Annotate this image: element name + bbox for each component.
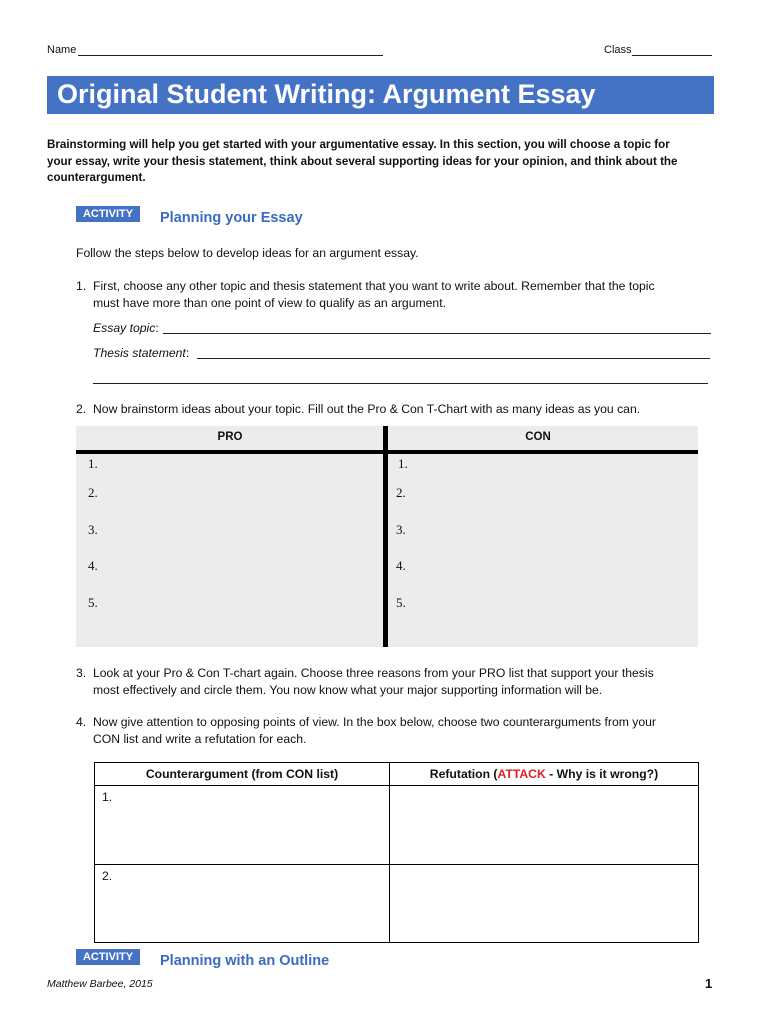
- activity-badge-2: ACTIVITY: [76, 949, 140, 965]
- refutation-header: [390, 763, 699, 786]
- step-3-number: 3.: [76, 666, 87, 680]
- step-4-text: [93, 714, 656, 747]
- section-heading-outline: Planning with an Outline: [160, 953, 330, 969]
- refutation-header-suffix: - Why is it wrong?): [545, 767, 659, 781]
- pro-con-t-chart: [76, 426, 698, 647]
- pro-header: PRO: [217, 431, 243, 443]
- thesis-field[interactable]: [197, 345, 710, 359]
- thesis-label-text: Thesis statement: [93, 346, 186, 360]
- step-1-line-2: must have more than one point of view to qualify as an argument.: [93, 295, 446, 310]
- essay-topic-colon: :: [155, 321, 159, 335]
- page-title: Original Student Writing: Argument Essay: [57, 79, 596, 109]
- step-4-line-1: Now give attention to opposing points of view. In the box below, choose two counterarguments from your: [93, 715, 656, 729]
- step-1-line-1: First, choose any other topic and thesis statement that you want to write about. Remember that the topic: [93, 279, 655, 293]
- con-item-5[interactable]: 5.: [396, 595, 406, 610]
- counterargument-cell-2[interactable]: [95, 865, 390, 943]
- intro-line-1: Brainstorming will help you get started with your argumentative essay. In this section, you will choose a topic for: [47, 138, 670, 151]
- refutation-header-prefix: Refutation (: [429, 767, 498, 781]
- step-2-text: Now brainstorm ideas about your topic. Fill out the Pro & Con T-Chart with as many ideas as you can.: [93, 402, 641, 416]
- activity-badge: ACTIVITY: [76, 206, 140, 222]
- attack-label: ATTACK: [497, 767, 546, 781]
- thesis-colon: :: [185, 346, 190, 360]
- footer-author: Matthew Barbee, 2015: [47, 978, 153, 990]
- con-item-3[interactable]: 3.: [396, 522, 406, 537]
- title-banner: [47, 76, 714, 114]
- con-item-2[interactable]: 2.: [396, 485, 406, 500]
- page-number: 1: [705, 976, 713, 991]
- table-row: [95, 786, 699, 865]
- pro-item-2[interactable]: 2.: [88, 485, 98, 500]
- name-field[interactable]: [78, 43, 383, 56]
- essay-topic-label-text: Essay topic: [93, 321, 156, 335]
- step-1-number: 1.: [76, 279, 87, 293]
- intro-line-2: your essay, write your thesis statement, think about several supporting ideas for your opinion, and think about the: [47, 154, 678, 168]
- step-3-line-2: most effectively and circle them. You now know what your major supporting information will be.: [93, 682, 603, 697]
- step-1-text: [93, 278, 655, 311]
- name-label: Name: [47, 44, 77, 56]
- thesis-field-continued[interactable]: [93, 370, 708, 384]
- refutation-cell-1[interactable]: [390, 786, 699, 865]
- refutation-table-header-row: [95, 763, 699, 786]
- step-3-line-1: Look at your Pro & Con T-chart again. Choose three reasons from your PRO list that support your thesis: [93, 666, 654, 680]
- pro-item-1[interactable]: 1.: [88, 456, 98, 471]
- class-field[interactable]: [632, 43, 712, 56]
- con-item-4[interactable]: 4.: [396, 558, 406, 573]
- step-2-number: 2.: [76, 402, 87, 416]
- counterargument-cell-1[interactable]: [95, 786, 390, 865]
- pro-item-3[interactable]: 3.: [88, 522, 98, 537]
- essay-topic-label: [93, 320, 159, 337]
- intro-paragraph: [47, 137, 677, 187]
- step-4-number: 4.: [76, 715, 87, 729]
- step-4-line-2: CON list and write a refutation for each.: [93, 731, 307, 746]
- t-chart-vertical-bar: [383, 426, 388, 647]
- pro-item-5[interactable]: 5.: [88, 595, 98, 610]
- step-3-text: [93, 665, 654, 698]
- pro-item-4[interactable]: 4.: [88, 558, 98, 573]
- con-header: CON: [525, 431, 551, 443]
- counterargument-header: Counterargument (from CON list): [95, 763, 390, 786]
- row-1-number: 1.: [102, 790, 113, 804]
- row-2-number: 2.: [102, 869, 113, 883]
- class-label: Class: [604, 44, 632, 56]
- refutation-table: [94, 762, 699, 943]
- table-row: [95, 865, 699, 943]
- refutation-cell-2[interactable]: [390, 865, 699, 943]
- con-item-1[interactable]: 1.: [398, 456, 408, 471]
- section-heading-planning-essay: Planning your Essay: [160, 210, 303, 226]
- essay-topic-field[interactable]: [163, 320, 711, 334]
- intro-line-3: counterargument.: [47, 171, 146, 184]
- activity-instruction: Follow the steps below to develop ideas for an argument essay.: [76, 246, 419, 260]
- thesis-label: [93, 345, 189, 362]
